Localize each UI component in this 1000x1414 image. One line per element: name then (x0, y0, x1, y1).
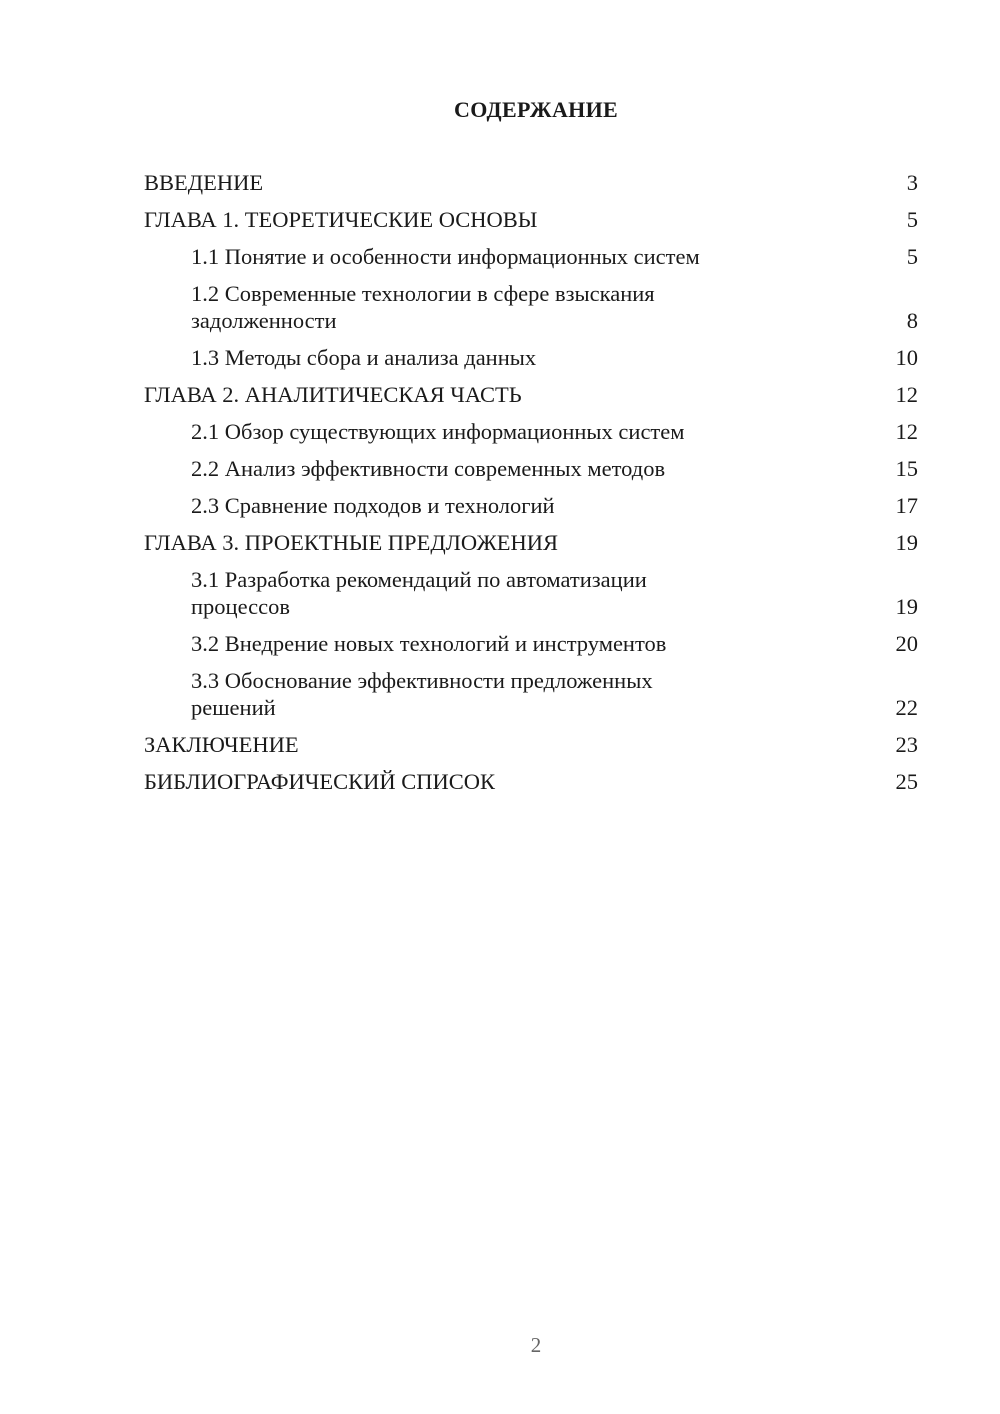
toc-entry-page: 20 (895, 631, 918, 656)
toc-entry-label: ГЛАВА 3. ПРОЕКТНЫЕ ПРЕДЛОЖЕНИЯ (144, 530, 559, 555)
toc-entry-section-3-1[interactable] (144, 566, 918, 630)
toc-entry-page: 3 (906, 170, 918, 195)
toc-entry-label: ГЛАВА 2. АНАЛИТИЧЕСКАЯ ЧАСТЬ (144, 382, 522, 407)
toc-entry-bibliography[interactable] (144, 768, 918, 805)
toc-entry-label: 1.3 Методы сбора и анализа данных (191, 345, 537, 370)
toc-entry-page: 10 (895, 345, 918, 370)
toc-entry-label: БИБЛИОГРАФИЧЕСКИЙ СПИСОК (144, 769, 496, 794)
toc-entry-label: 1.2 Современные технологии в сфере взыскания задолженности (191, 281, 655, 333)
toc-entry-page: 19 (895, 594, 918, 619)
toc-entry-section-1-1[interactable] (144, 243, 918, 280)
toc-entry-label: ГЛАВА 1. ТЕОРЕТИЧЕСКИЕ ОСНОВЫ (144, 207, 538, 232)
toc-entry-page: 15 (895, 456, 918, 481)
toc-entry-page: 23 (895, 732, 918, 757)
toc-entry-section-1-3[interactable] (144, 344, 918, 381)
toc-entry-section-1-2[interactable] (144, 280, 918, 344)
toc-entry-label: 1.1 Понятие и особенности информационных систем (191, 244, 700, 269)
toc-entry-conclusion[interactable] (144, 731, 918, 768)
toc-entry-label: 3.2 Внедрение новых технологий и инструментов (191, 631, 667, 656)
toc-entry-chapter-3[interactable] (144, 529, 918, 566)
toc-entry-introduction[interactable] (144, 169, 918, 206)
toc-entry-page: 12 (895, 419, 918, 444)
toc-entry-label: ЗАКЛЮЧЕНИЕ (144, 732, 299, 757)
page-number: 2 (530, 1333, 542, 1357)
toc-entry-page: 5 (906, 244, 918, 269)
page-title: СОДЕРЖАНИЕ (454, 97, 618, 122)
toc-entry-label: 2.3 Сравнение подходов и технологий (191, 493, 555, 518)
toc-entry-page: 22 (895, 695, 918, 720)
toc-entry-page: 5 (906, 207, 918, 232)
toc-entry-section-2-2[interactable] (144, 455, 918, 492)
toc-entry-chapter-2[interactable] (144, 381, 918, 418)
toc-entry-page: 25 (895, 769, 918, 794)
toc-entry-label: 3.1 Разработка рекомендаций по автоматизации процессов (191, 567, 647, 619)
toc-entry-section-3-2[interactable] (144, 630, 918, 667)
toc-entry-page: 19 (895, 530, 918, 555)
toc-entry-chapter-1[interactable] (144, 206, 918, 243)
toc-entry-label: 2.2 Анализ эффективности современных методов (191, 456, 666, 481)
toc-entry-label: 2.1 Обзор существующих информационных систем (191, 419, 685, 444)
toc-entry-section-2-1[interactable] (144, 418, 918, 455)
toc-entry-label: ВВЕДЕНИЕ (144, 170, 264, 195)
toc-entry-page: 17 (895, 493, 918, 518)
toc-entry-section-3-3[interactable] (144, 667, 918, 731)
toc-entry-section-2-3[interactable] (144, 492, 918, 529)
toc-entry-page: 12 (895, 382, 918, 407)
table-of-contents (144, 169, 918, 805)
toc-entry-label: 3.3 Обоснование эффективности предложенных решений (191, 668, 653, 720)
toc-entry-page: 8 (906, 308, 918, 333)
